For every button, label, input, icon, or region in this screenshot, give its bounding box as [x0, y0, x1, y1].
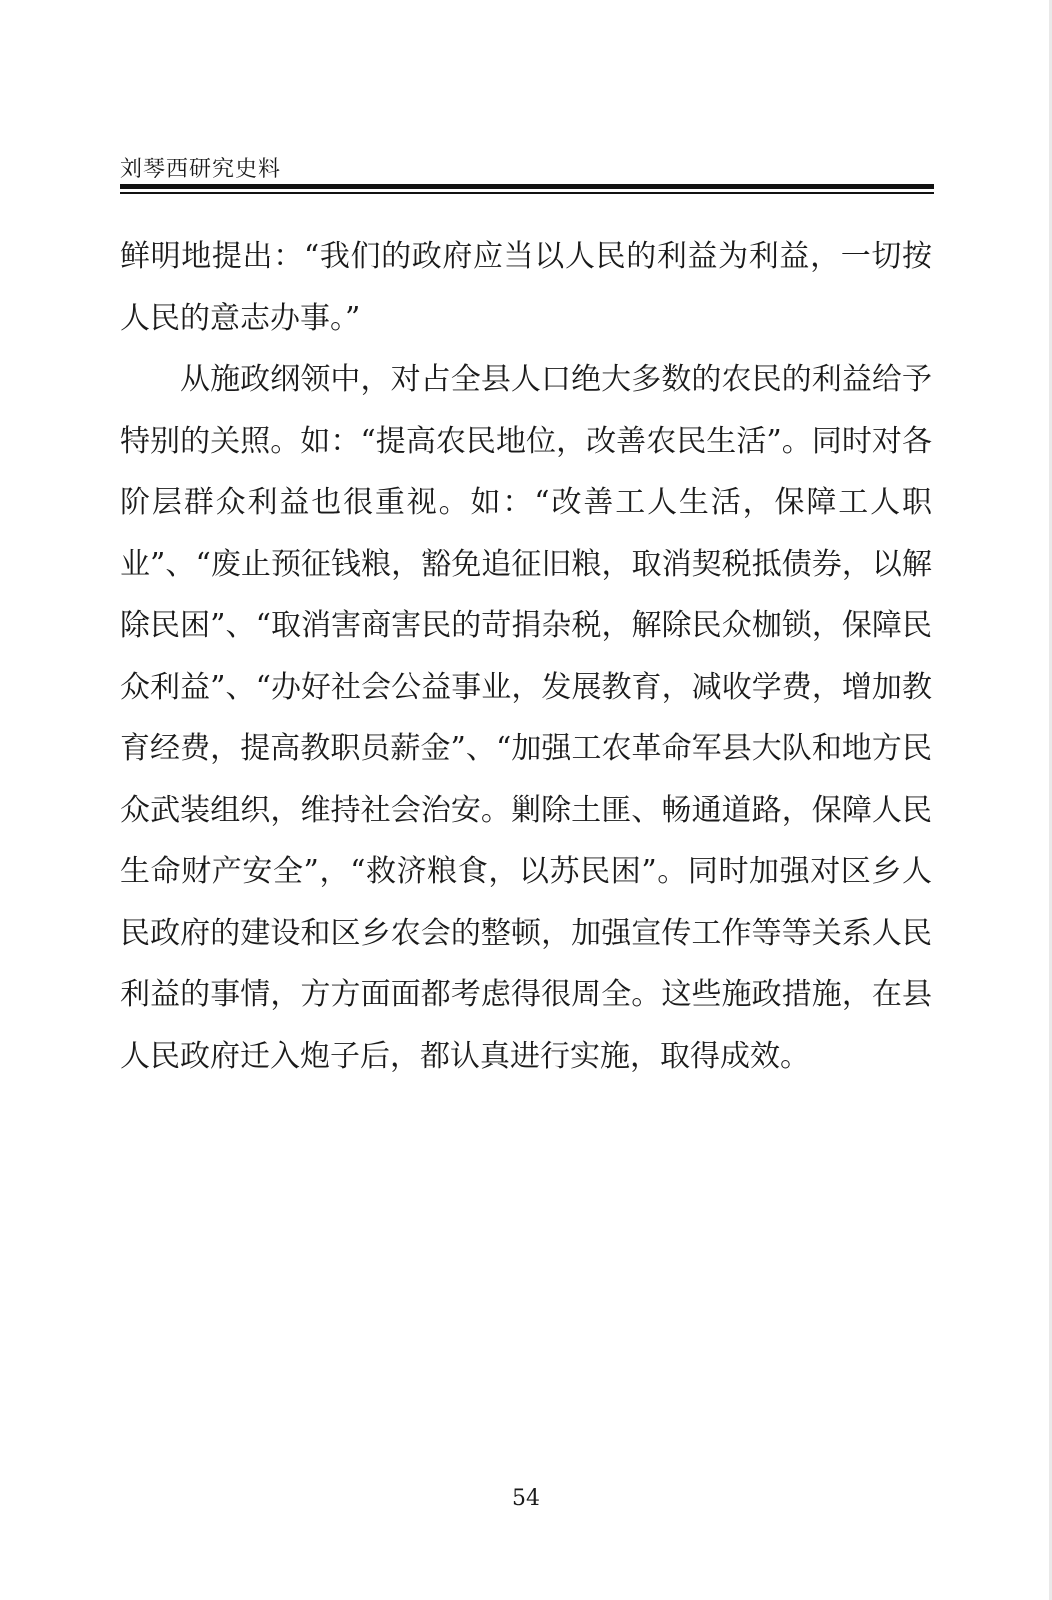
page-number: 54 — [512, 1486, 540, 1511]
body-text — [120, 226, 932, 1087]
paragraph-continuation: 鲜明地提出：“我们的政府应当以人民的利益为利益，一切按人民的意志办事。” — [120, 239, 932, 336]
paragraph-policy: 从施政纲领中，对占全县人口绝大多数的农民的利益给予特别的关照。如：“提高农民地位，改善农民生活”。同时对各阶层群众利益也很重视。如：“改善工人生活，保障工人职业”、“废止预征钱粮，豁免追征旧粮，取消契税抵债券，以解除民困”、“取消害商害民的苛捐杂税，解除民众枷锁，保障民众利益”、“办好社会公益事业，发展教育，减收学费，增加教育经费，提高教职员薪金”、“加强工农革命军县大队和地方民众武装组织，维持社会治安。剿除土匪、畅通道路，保障人民生命财产安全”，“救济粮食，以苏民困”。同时加强对区乡人民政府的建设和区乡农会的整顿，加强宣传工作等等关系人民利益的事情，方方面面都考虑得很周全。这些施政措施，在县人民政府迁入炮子后，都认真进行实施，取得成效。 — [120, 362, 932, 1074]
header-rule-thick — [120, 184, 934, 189]
header-rule-thin — [120, 192, 934, 194]
running-header-title: 刘琴西研究史料 — [120, 157, 282, 182]
